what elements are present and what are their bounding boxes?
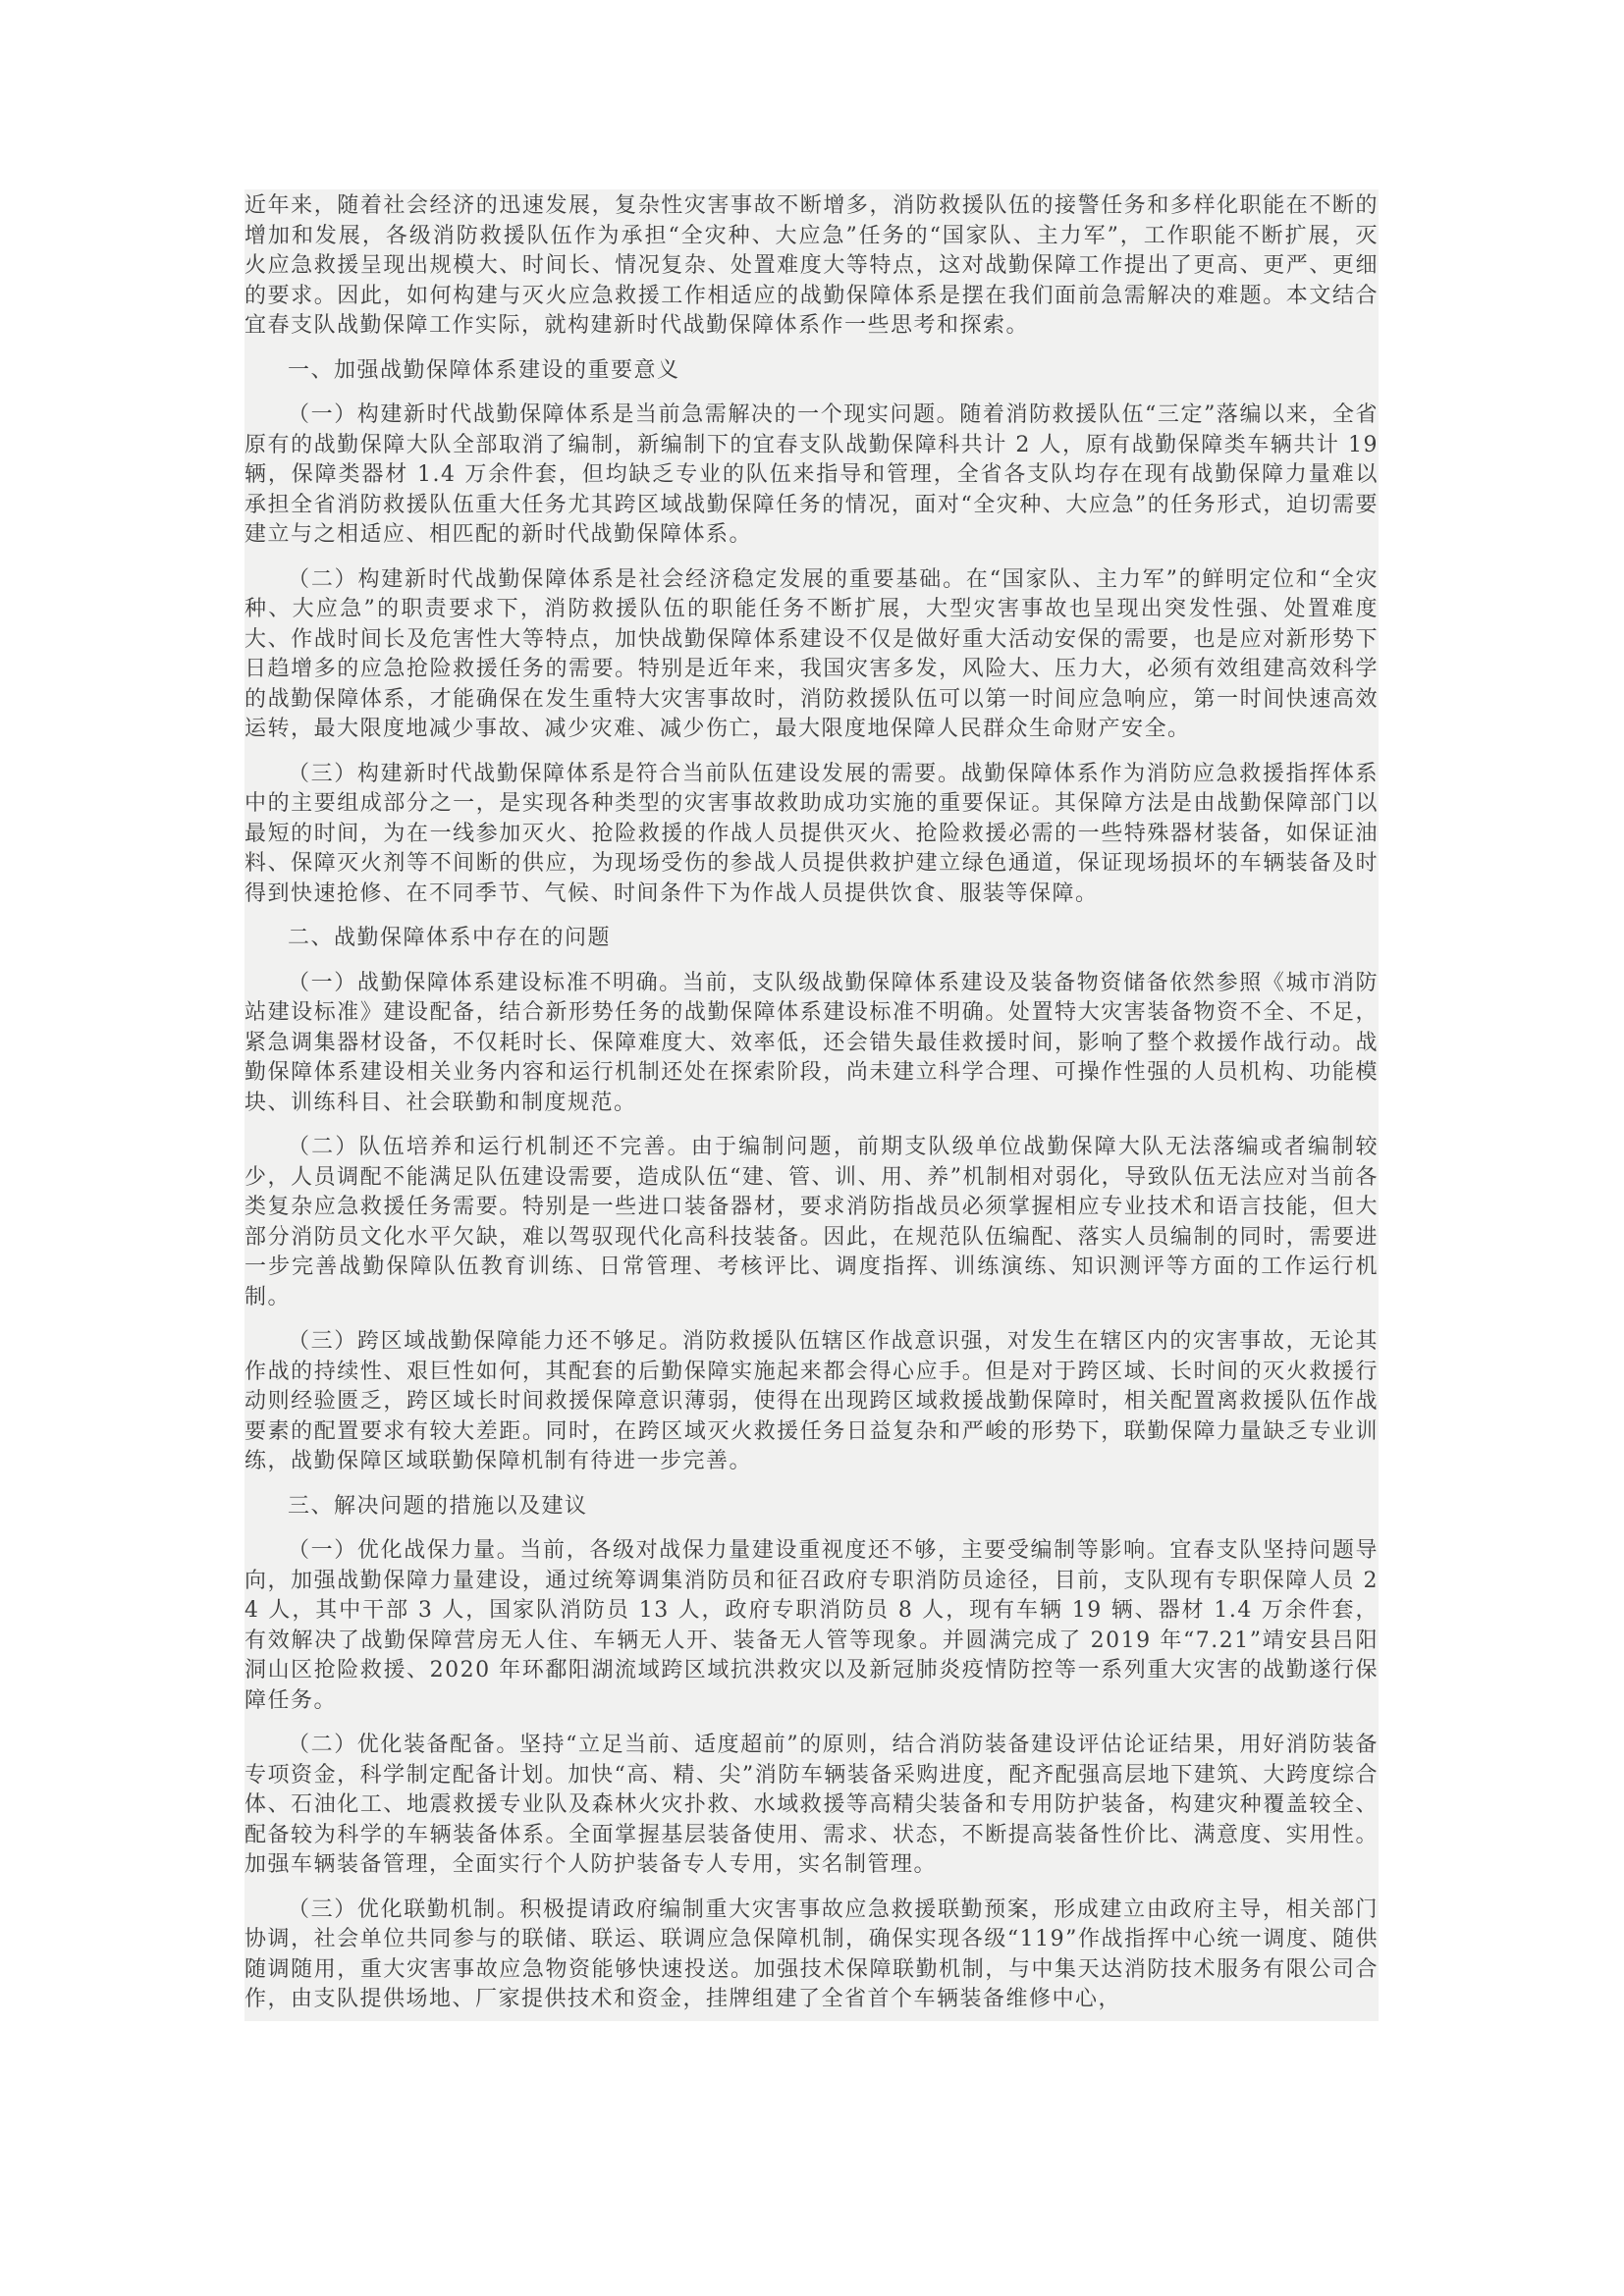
section-heading-3: 三、解决问题的措施以及建议 (288, 1493, 588, 1519)
section-heading-2: 二、战勤保障体系中存在的问题 (288, 926, 612, 950)
section-heading-1: 一、加强战勤保障体系建设的重要意义 (288, 357, 680, 383)
paragraph-2-1: （一）战勤保障体系建设标准不明确。当前，支队级战勤保障体系建设及装备物资储备依然参照《城市消防站建设标准》建设配备，结合新形势任务的战勤保障体系建设标准不明确。处置特大灾害装备物资不全、不足，紧急调集器材设备，不仅耗时长、保障难度大、效率低，还会错失最佳救援时间，影响了整个救援作战行动。战勤保障体系建设相关业务内容和运行机制还处在探索阶段，尚未建立科学合理、可操作性强的人员机构、功能模块、训练科目、社会联勤和制度规范。 (244, 970, 1379, 1115)
document-text-block (244, 189, 1379, 2021)
paragraph-3-1: （一）优化战保力量。当前，各级对战保力量建设重视度还不够，主要受编制等影响。宜春支队坚持问题导向，加强战勤保障力量建设，通过统筹调集消防员和征召政府专职消防员途径，目前，支队现有专职保障人员 24 人，其中干部 3 人，国家队消防员 13 人，政府专职消防员 8 人，现有车辆 19 辆、器材 1.4 万余件套，有效解决了战勤保障营房无人住、车辆无人开、装备无人管等现象。并圆满完成了 2019 年“7.21”靖安县吕阳洞山区抢险救援、2020 年环鄱阳湖流域跨区域抗洪救灾以及新冠肺炎疫情防控等一系列重大灾害的战勤遂行保障任务。 (244, 1538, 1379, 1713)
paragraph-3-2: （二）优化装备配备。坚持“立足当前、适度超前”的原则，结合消防装备建设评估论证结果，用好消防装备专项资金，科学制定配备计划。加快“高、精、尖”消防车辆装备采购进度，配齐配强高层地下建筑、大跨度综合体、石油化工、地震救援专业队及森林火灾扑救、水域救援等高精尖装备和专用防护装备，构建灾种覆盖较全、配备较为科学的车辆装备体系。全面掌握基层装备使用、需求、状态，不断提高装备性价比、满意度、实用性。加强车辆装备管理，全面实行个人防护装备专人专用，实名制管理。 (244, 1733, 1379, 1877)
paragraph-intro: 近年来，随着社会经济的迅速发展，复杂性灾害事故不断增多，消防救援队伍的接警任务和多样化职能在不断的增加和发展，各级消防救援队伍作为承担“全灾种、大应急”任务的“国家队、主力军”，工作职能不断扩展，灭火应急救援呈现出规模大、时间长、情况复杂、处置难度大等特点，这对战勤保障工作提出了更高、更严、更细的要求。因此，如何构建与灭火应急救援工作相适应的战勤保障体系是摆在我们面前急需解决的难题。本文结合宜春支队战勤保障工作实际，就构建新时代战勤保障体系作一些思考和探索。 (244, 193, 1379, 338)
paragraph-1-3: （三）构建新时代战勤保障体系是符合当前队伍建设发展的需要。战勤保障体系作为消防应急救援指挥体系中的主要组成部分之一，是实现各种类型的灾害事故救助成功实施的重要保证。其保障方法是由战勤保障部门以最短的时间，为在一线参加灭火、抢险救援的作战人员提供灭火、抢险救援必需的一些特殊器材装备，如保证油料、保障灭火剂等不间断的供应，为现场受伤的参战人员提供救护建立绿色通道，保证现场损坏的车辆装备及时得到快速抢修、在不同季节、气候、时间条件下为作战人员提供饮食、服装等保障。 (244, 761, 1379, 906)
paragraph-1-1: （一）构建新时代战勤保障体系是当前急需解决的一个现实问题。随着消防救援队伍“三定”落编以来，全省原有的战勤保障大队全部取消了编制，新编制下的宜春支队战勤保障科共计 2 人，原有战勤保障类车辆共计 19 辆，保障类器材 1.4 万余件套，但均缺乏专业的队伍来指导和管理，全省各支队均存在现有战勤保障力量难以承担全省消防救援队伍重大任务尤其跨区域战勤保障任务的情况，面对“全灾种、大应急”的任务形式，迫切需要建立与之相适应、相匹配的新时代战勤保障体系。 (244, 402, 1379, 547)
paragraph-1-2: （二）构建新时代战勤保障体系是社会经济稳定发展的重要基础。在“国家队、主力军”的鲜明定位和“全灾种、大应急”的职责要求下，消防救援队伍的职能任务不断扩展，大型灾害事故也呈现出突发性强、处置难度大、作战时间长及危害性大等特点，加快战勤保障体系建设不仅是做好重大活动安保的需要，也是应对新形势下日趋增多的应急抢险救援任务的需要。特别是近年来，我国灾害多发，风险大、压力大，必须有效组建高效科学的战勤保障体系，才能确保在发生重特大灾害事故时，消防救援队伍可以第一时间应急响应，第一时间快速高效运转，最大限度地减少事故、减少灾难、减少伤亡，最大限度地保障人民群众生命财产安全。 (244, 566, 1379, 741)
paragraph-2-3: （三）跨区域战勤保障能力还不够足。消防救援队伍辖区作战意识强，对发生在辖区内的灾害事故，无论其作战的持续性、艰巨性如何，其配套的后勤保障实施起来都会得心应手。但是对于跨区域、长时间的灭火救援行动则经验匮乏，跨区域长时间救援保障意识薄弱，使得在出现跨区域救援战勤保障时，相关配置离救援队伍作战要素的配置要求有较大差距。同时，在跨区域灭火救援任务日益复杂和严峻的形势下，联勤保障力量缺乏专业训练，战勤保障区域联勤保障机制有待进一步完善。 (244, 1329, 1379, 1473)
paragraph-2-2: （二）队伍培养和运行机制还不完善。由于编制问题，前期支队级单位战勤保障大队无法落编或者编制较少，人员调配不能满足队伍建设需要，造成队伍“建、管、训、用、养”机制相对弱化，导致队伍无法应对当前各类复杂应急救援任务需要。特别是一些进口装备器材，要求消防指战员必须掌握相应专业技术和语言技能，但大部分消防员文化水平欠缺，难以驾驭现代化高科技装备。因此，在规范队伍编配、落实人员编制的同时，需要进一步完善战勤保障队伍教育训练、日常管理、考核评比、调度指挥、训练演练、知识测评等方面的工作运行机制。 (244, 1135, 1379, 1309)
paragraph-3-3: （三）优化联勤机制。积极提请政府编制重大灾害事故应急救援联勤预案，形成建立由政府主导，相关部门协调，社会单位共同参与的联储、联运、联调应急保障机制，确保实现各级“119”作战指挥中心统一调度、随供随调随用，重大灾害事故应急物资能够快速投送。加强技术保障联勤机制，与中集天达消防技术服务有限公司合作，由支队提供场地、厂家提供技术和资金，挂牌组建了全省首个车辆装备维修中心， (244, 1896, 1379, 2011)
